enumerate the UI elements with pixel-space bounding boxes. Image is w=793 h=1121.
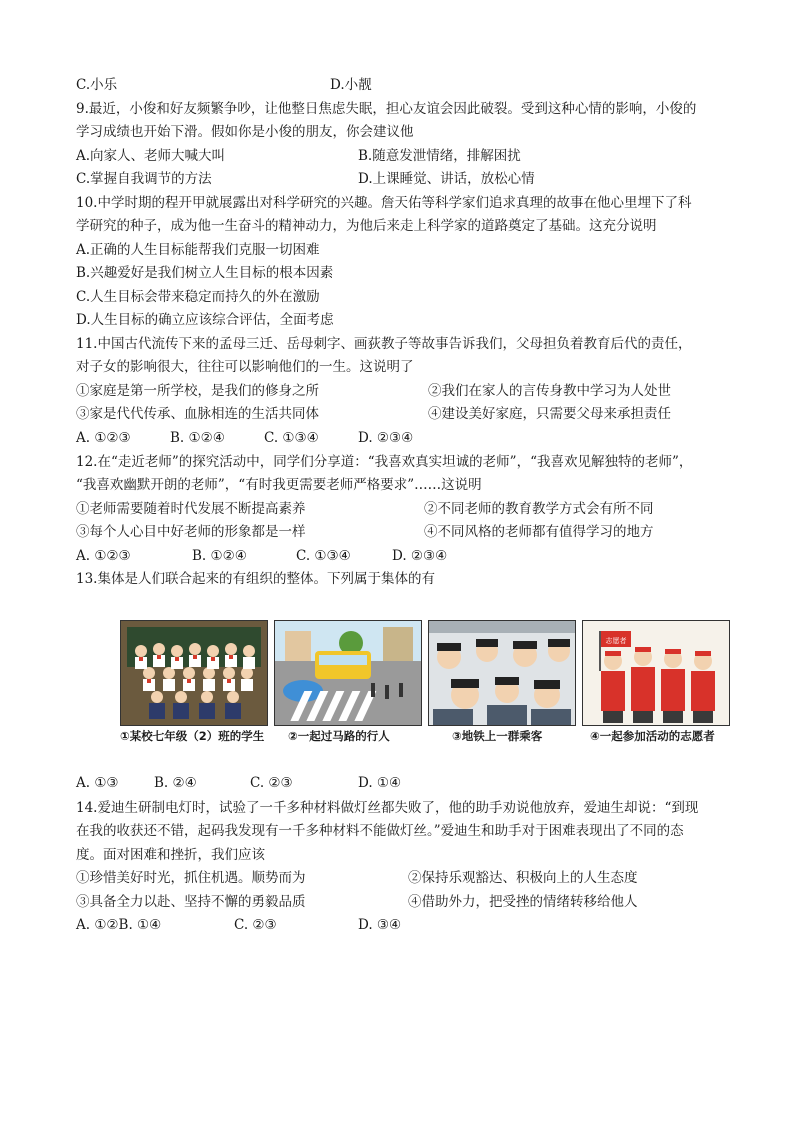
q13-subway-crowd-image	[428, 620, 576, 726]
q11-statement-4: ④建设美好家庭，只需要父母来承担责任	[428, 406, 671, 422]
q12-statement-1: ①老师需要随着时代发展不断提高素养	[76, 501, 306, 517]
q9-option-b: B.随意发泄情绪，排解困扰	[358, 148, 521, 164]
q10-option-a: A.正确的人生目标能帮我们克服一切困难	[76, 242, 320, 258]
q14-stem-line2: 在我的收获还不错，起码我发现有一千多种材料不能做灯丝。”爱迪生和助手对于困难表现出了不同的态	[76, 823, 684, 839]
q10-stem-line1: 10.中学时期的程开甲就展露出对科学研究的兴趣。詹天佑等科学家们追求真理的故事在他心里埋下了科	[76, 195, 692, 211]
q12-statement-2: ②不同老师的教育教学方式会有所不同	[424, 501, 654, 517]
q12-statement-3: ③每个人心目中好老师的形象都是一样	[76, 524, 306, 540]
flag-text: 志愿者	[605, 637, 627, 645]
q12-statement-4: ④不同风格的老师都有值得学习的地方	[424, 524, 654, 540]
q14-stem-line3: 度。面对困难和挫折，我们应该	[76, 847, 265, 863]
q9-option-d: D.上课睡觉、讲话，放松心情	[358, 171, 535, 187]
q11-statement-2: ②我们在家人的言传身教中学习为人处世	[428, 383, 671, 399]
q14-stem-line1: 14.爱迪生研制电灯时，试验了一千多种材料做灯丝都失败了，他的助手劝说他放弃，爱迪生却说：“到现	[76, 800, 699, 816]
q9-stem-line2: 学习成绩也开始下滑。假如你是小俊的朋友，你会建议他	[76, 124, 414, 140]
q13-caption-4: ④一起参加活动的志愿者	[590, 729, 715, 743]
q14-statement-2: ②保持乐观豁达、积极向上的人生态度	[408, 870, 638, 886]
q12-stem-line1: 12.在“走近老师”的探究活动中，同学们分享道：“我喜欢真实坦诚的老师”，“我喜欢见解独特的老师”，	[76, 454, 693, 470]
q13-crosswalk-image	[274, 620, 422, 726]
q10-option-d: D.人生目标的确立应该综合评估，全面考虑	[76, 312, 334, 328]
q13-caption-1: ①某校七年级（2）班的学生	[120, 729, 265, 743]
q14-option-d: D. ③④	[358, 917, 402, 933]
q11-stem-line1: 11.中国古代流传下来的孟母三迁、岳母刺字、画荻教子等故事告诉我们，父母担负着教育后代的责任，	[76, 336, 692, 352]
q13-volunteers-image	[582, 620, 730, 726]
q12-option-c: C. ①③④	[296, 548, 351, 564]
q14-statement-1: ①珍惜美好时光，抓住机遇。顺势而为	[76, 870, 306, 886]
q13-class-photo-image	[120, 620, 268, 726]
q10-option-b: B.兴趣爱好是我们树立人生目标的根本因素	[76, 265, 334, 281]
q14-statement-4: ④借助外力，把受挫的情绪转移给他人	[408, 894, 638, 910]
q13-option-b: B. ②④	[154, 775, 197, 791]
q11-option-b: B. ①②④	[170, 430, 225, 446]
q8-option-d: D.小靓	[330, 77, 372, 93]
q11-option-c: C. ①③④	[264, 430, 319, 446]
q9-stem-line1: 9.最近，小俊和好友频繁争吵，让他整日焦虑失眠，担心友谊会因此破裂。受到这种心情的影响，小俊的	[76, 101, 697, 117]
q11-option-a: A. ①②③	[76, 430, 131, 446]
q13-caption-2: ②一起过马路的行人	[288, 729, 390, 743]
q11-statement-3: ③家是代代传承、血脉相连的生活共同体	[76, 406, 319, 422]
q12-option-d: D. ②③④	[392, 548, 448, 564]
q14-statement-3: ③具备全力以赴、坚持不懈的勇毅品质	[76, 894, 306, 910]
q14-option-ab: A. ①②B. ①④	[76, 917, 162, 933]
q12-option-b: B. ①②④	[192, 548, 247, 564]
q11-stem-line2: 对子女的影响很大，往往可以影响他们的一生。这说明了	[76, 359, 414, 375]
q10-stem-line2: 学研究的种子，成为他一生奋斗的精神动力，为他后来走上科学家的道路奠定了基础。这充分说明	[76, 218, 657, 234]
q13-option-c: C. ②③	[250, 775, 293, 791]
q11-statement-1: ①家庭是第一所学校，是我们的修身之所	[76, 383, 319, 399]
q13-caption-3: ③地铁上一群乘客	[452, 729, 543, 743]
q13-option-d: D. ①④	[358, 775, 402, 791]
q13-option-a: A. ①③	[76, 775, 119, 791]
q10-option-c: C.人生目标会带来稳定而持久的外在激励	[76, 289, 320, 305]
q13-illustration-row	[120, 620, 730, 748]
q9-option-c: C.掌握自我调节的方法	[76, 171, 212, 187]
q14-option-c: C. ②③	[234, 917, 277, 933]
q8-option-c: C.小乐	[76, 77, 118, 93]
q12-stem-line2: “我喜欢幽默开朗的老师”，“有时我更需要老师严格要求”……这说明	[76, 477, 482, 493]
q9-option-a: A.向家人、老师大喊大叫	[76, 148, 226, 164]
q12-option-a: A. ①②③	[76, 548, 131, 564]
q13-stem: 13.集体是人们联合起来的有组织的整体。下列属于集体的有	[76, 571, 435, 587]
q11-option-d: D. ②③④	[358, 430, 414, 446]
